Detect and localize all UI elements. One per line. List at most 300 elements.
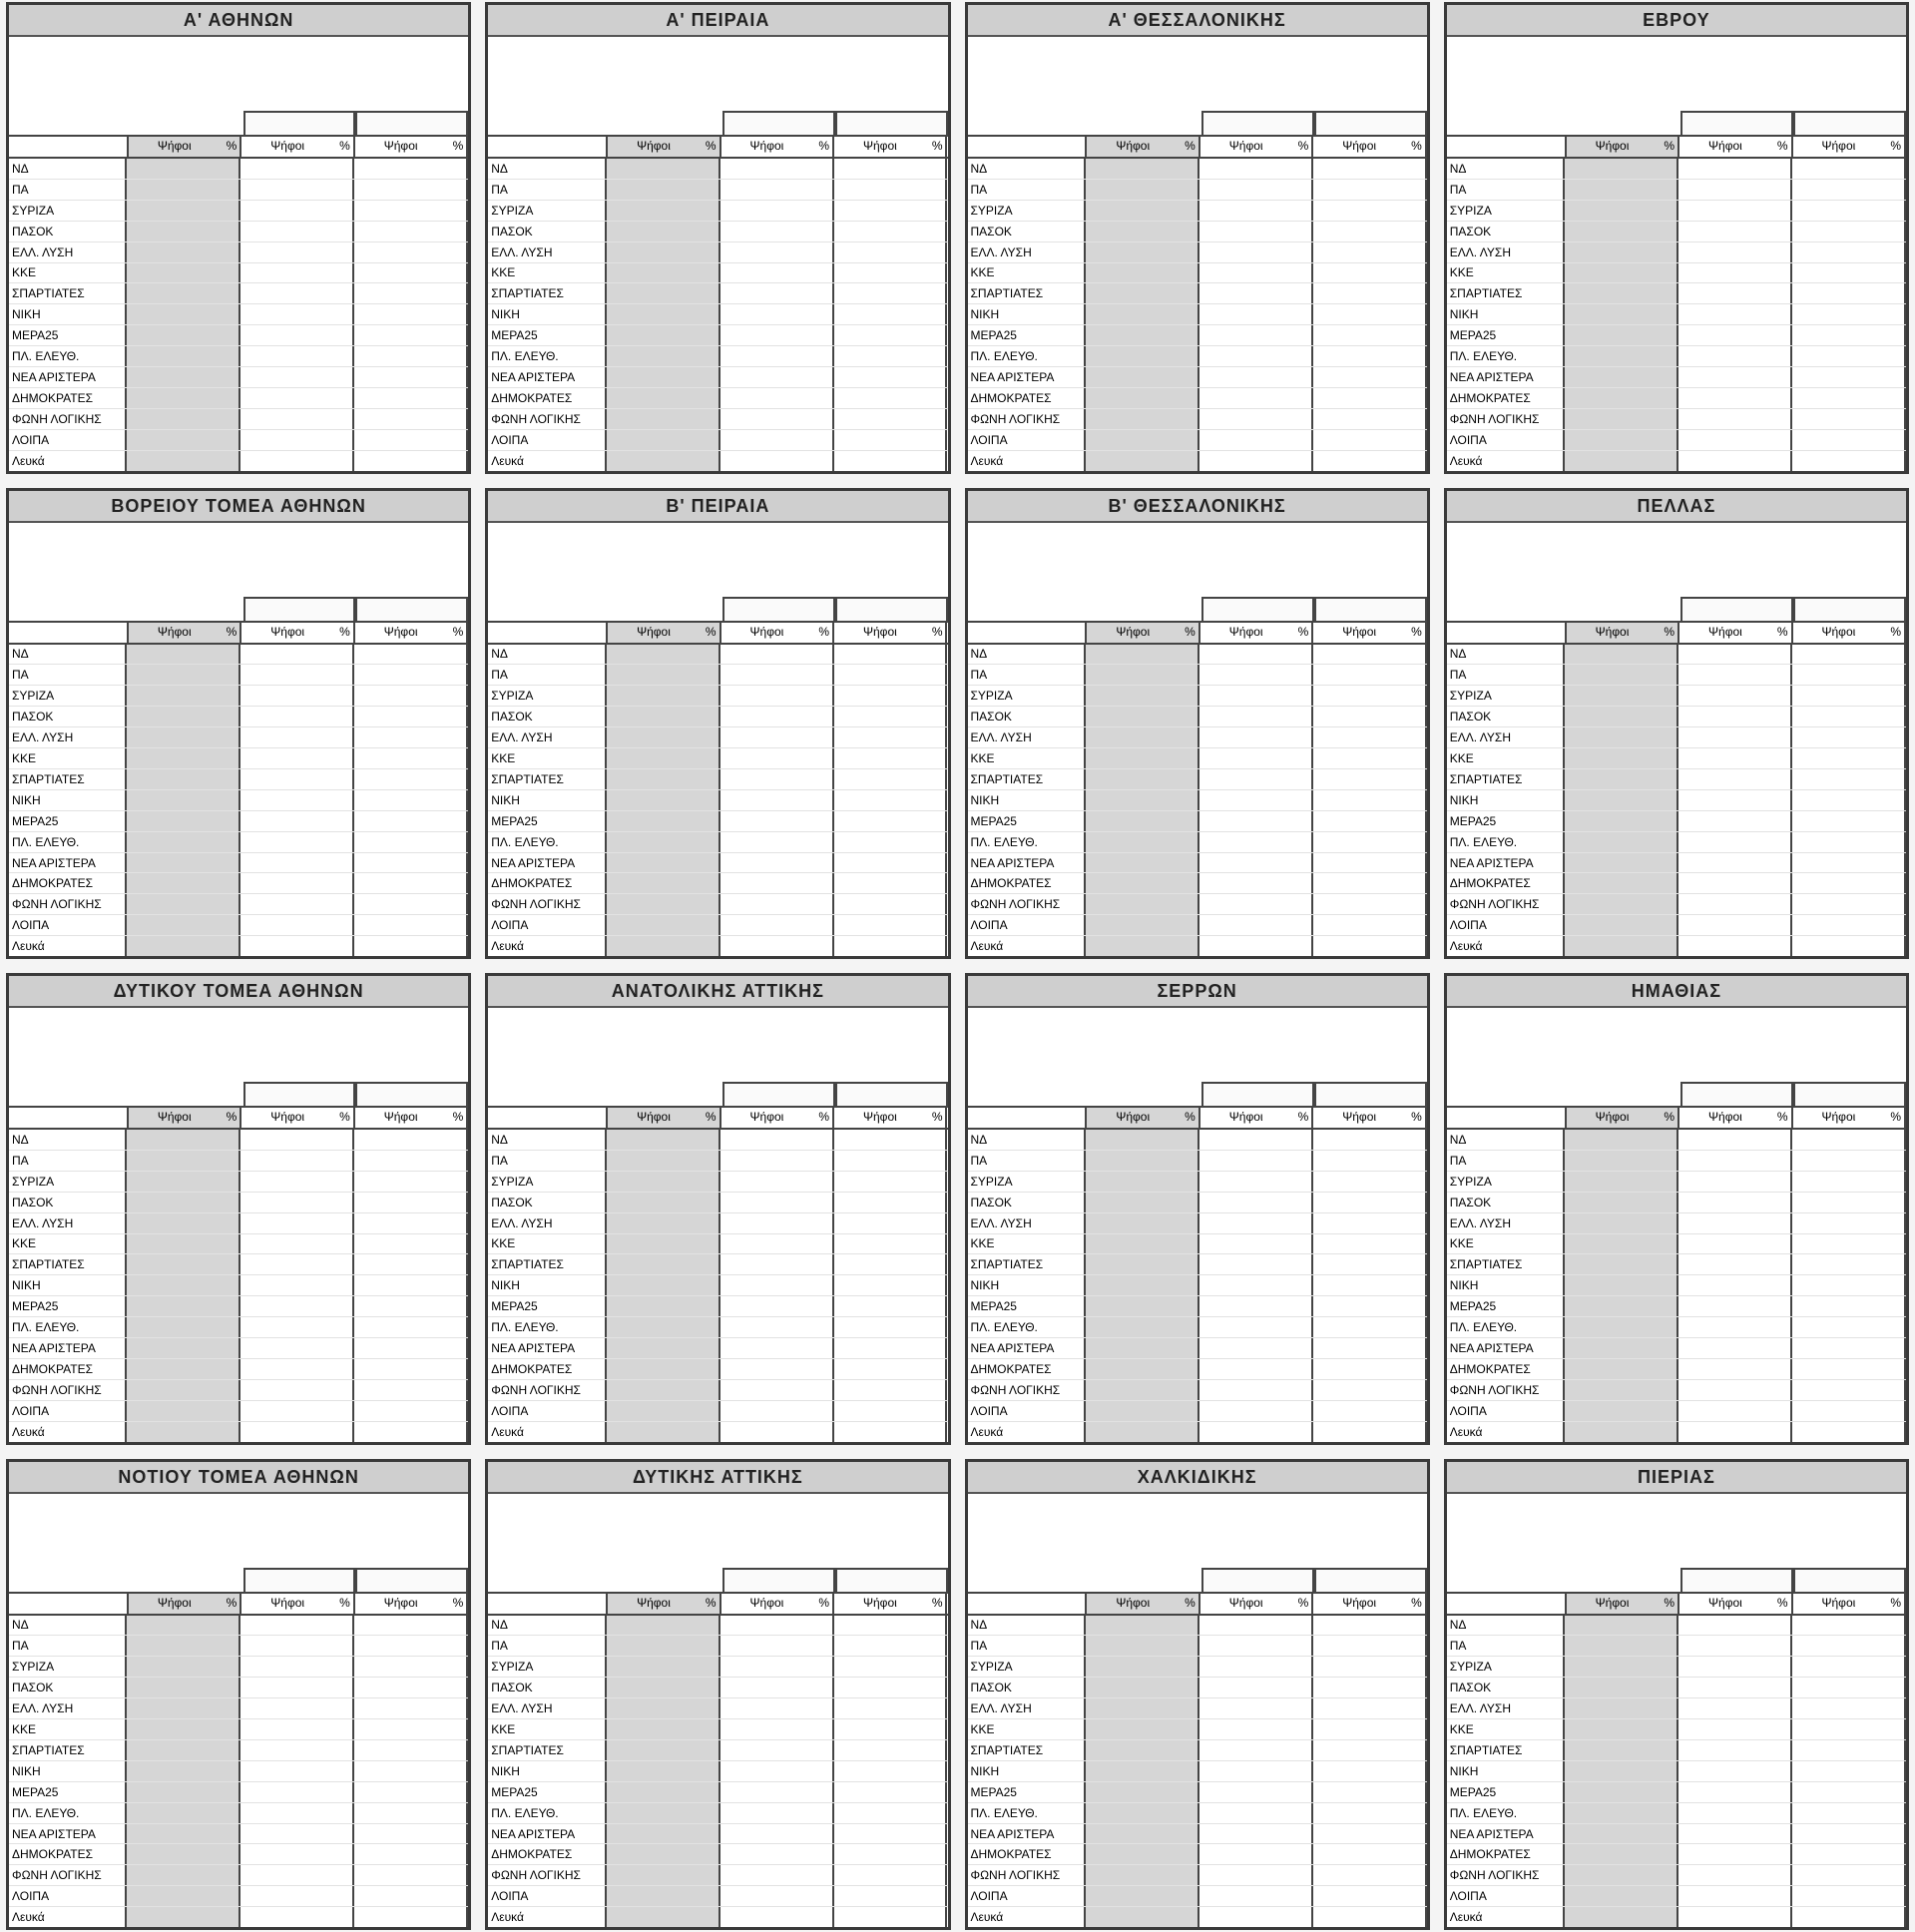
value-cell <box>240 790 306 810</box>
value-cell <box>1565 1380 1631 1400</box>
results-panel <box>485 2 950 474</box>
period-header <box>722 111 835 135</box>
value-cell <box>1313 409 1379 429</box>
results-panel <box>485 1459 950 1931</box>
value-cell <box>720 1172 786 1192</box>
value-cell <box>1744 325 1792 345</box>
column-label: Ψήφοι <box>383 1595 418 1610</box>
value-cell <box>673 1172 720 1192</box>
column-label: Ψήφοι <box>1567 623 1633 643</box>
value-cell <box>1379 1193 1427 1212</box>
value-cell <box>306 1761 354 1781</box>
value-cell <box>834 222 900 242</box>
value-cell <box>1744 727 1792 747</box>
value-cell <box>1265 1317 1313 1337</box>
party-name: ΝΔ <box>1447 1130 1565 1150</box>
party-name: ΜΕΡΑ25 <box>968 1782 1086 1802</box>
value-cell <box>786 1380 834 1400</box>
value-cell <box>354 645 420 665</box>
value-cell <box>306 853 354 873</box>
table-row <box>488 748 947 769</box>
table-row <box>488 1254 947 1275</box>
value-cell <box>673 1886 720 1906</box>
party-name: ΜΕΡΑ25 <box>9 1782 127 1802</box>
column-label: % <box>307 137 355 157</box>
table-row <box>488 1213 947 1234</box>
party-rows <box>9 159 468 471</box>
value-cell <box>240 707 306 726</box>
value-cell <box>194 1213 241 1233</box>
value-cell <box>1631 346 1678 366</box>
table-row <box>9 1254 468 1275</box>
value-cell <box>194 894 241 914</box>
value-cell <box>1678 1907 1744 1927</box>
value-cell <box>306 1234 354 1254</box>
value-cell <box>1565 1719 1631 1739</box>
table-row <box>488 707 947 727</box>
value-cell <box>900 325 948 345</box>
value-cell <box>306 1193 354 1212</box>
value-cell <box>1265 1380 1313 1400</box>
value-cell <box>306 1422 354 1442</box>
table-row <box>1447 1844 1906 1865</box>
party-name: ΜΕΡΑ25 <box>488 325 606 345</box>
value-cell <box>834 1616 900 1636</box>
value-cell <box>607 1296 673 1316</box>
value-cell <box>420 811 468 831</box>
value-cell <box>1792 451 1858 471</box>
value-cell <box>1313 1151 1379 1171</box>
party-name: ΝΕΑ ΑΡΙΣΤΕΡΑ <box>488 1824 606 1844</box>
column-label: Ψήφοι <box>1087 623 1153 643</box>
value-cell <box>607 1422 673 1442</box>
table-row <box>968 222 1427 242</box>
value-cell <box>194 1422 241 1442</box>
value-cell <box>1678 180 1744 200</box>
value-cell <box>900 1193 948 1212</box>
value-cell <box>354 325 420 345</box>
value-cell <box>194 1338 241 1358</box>
value-cell <box>834 180 900 200</box>
value-cell <box>1379 451 1427 471</box>
value-cell <box>1199 1678 1265 1697</box>
value-cell <box>420 1782 468 1802</box>
table-row <box>968 1886 1427 1907</box>
party-name: ΠΑ <box>968 1151 1086 1171</box>
value-cell <box>127 1172 193 1192</box>
table-row <box>488 180 947 201</box>
value-cell <box>900 686 948 706</box>
party-name: ΠΑΣΟΚ <box>488 707 606 726</box>
column-label <box>968 623 1088 643</box>
value-cell <box>420 430 468 450</box>
value-cell <box>1858 1422 1906 1442</box>
party-name: ΦΩΝΗ ΛΟΓΙΚΗΣ <box>9 1380 127 1400</box>
value-cell <box>673 430 720 450</box>
value-cell <box>1313 325 1379 345</box>
table-row <box>968 367 1427 388</box>
table-row <box>9 1317 468 1338</box>
party-name: ΔΗΜΟΚΡΑΤΕΣ <box>9 388 127 408</box>
value-cell <box>127 1296 193 1316</box>
value-cell <box>1792 1338 1858 1358</box>
table-row <box>1447 853 1906 874</box>
value-cell <box>1199 915 1265 935</box>
value-cell <box>720 1234 786 1254</box>
table-row <box>488 1338 947 1359</box>
value-cell <box>420 665 468 685</box>
value-cell <box>607 1213 673 1233</box>
value-cell <box>1086 873 1152 893</box>
column-label: Ψήφοι <box>1821 1595 1856 1610</box>
meta-row <box>9 1542 468 1564</box>
results-panel <box>6 1459 471 1931</box>
value-cell <box>240 159 306 179</box>
value-cell <box>240 346 306 366</box>
value-cell <box>1086 159 1152 179</box>
value-cell <box>1379 325 1427 345</box>
value-cell <box>1792 1422 1858 1442</box>
table-row <box>1447 1782 1906 1803</box>
value-cell <box>1792 790 1858 810</box>
party-name: ΝΕΑ ΑΡΙΣΤΕΡΑ <box>9 853 127 873</box>
value-cell <box>1379 1698 1427 1718</box>
value-cell <box>1313 707 1379 726</box>
value-cell <box>306 1636 354 1656</box>
party-name: ΜΕΡΑ25 <box>1447 811 1565 831</box>
value-cell <box>1199 1172 1265 1192</box>
party-name: ΝΙΚΗ <box>488 304 606 324</box>
party-name: ΣΥΡΙΖΑ <box>9 1172 127 1192</box>
table-row <box>488 430 947 451</box>
period-header <box>243 1082 356 1106</box>
party-rows <box>1447 645 1906 957</box>
value-cell <box>1086 1678 1152 1697</box>
column-label: Ψήφοι <box>608 623 674 643</box>
value-cell <box>1858 686 1906 706</box>
value-cell <box>673 1317 720 1337</box>
value-cell <box>607 1338 673 1358</box>
value-cell <box>720 367 786 387</box>
column-label: % <box>1858 137 1906 157</box>
value-cell <box>673 451 720 471</box>
value-cell <box>1379 1907 1427 1927</box>
panel-meta <box>488 523 947 621</box>
value-cell <box>1379 1130 1427 1150</box>
meta-row <box>968 1542 1427 1564</box>
party-name: ΜΕΡΑ25 <box>1447 1782 1565 1802</box>
value-cell <box>1379 769 1427 789</box>
value-cell <box>354 1719 420 1739</box>
party-name: ΠΛ. ΕΛΕΥΘ. <box>488 346 606 366</box>
table-row <box>9 1380 468 1401</box>
value-cell <box>1199 1803 1265 1823</box>
column-label: % <box>307 1594 355 1614</box>
value-cell <box>1565 1678 1631 1697</box>
table-row <box>488 853 947 874</box>
value-cell <box>127 686 193 706</box>
party-name: ΣΠΑΡΤΙΑΤΕΣ <box>968 1740 1086 1760</box>
value-cell <box>1744 894 1792 914</box>
value-cell <box>306 1317 354 1337</box>
party-name: ΛΟΙΠΑ <box>488 1886 606 1906</box>
party-name: ΝΙΚΗ <box>1447 1761 1565 1781</box>
party-rows <box>968 159 1427 471</box>
value-cell <box>1152 665 1199 685</box>
value-cell <box>1379 727 1427 747</box>
value-cell <box>720 1886 786 1906</box>
value-cell <box>354 894 420 914</box>
value-cell <box>1379 853 1427 873</box>
value-cell <box>1265 1865 1313 1885</box>
column-label: % <box>1266 137 1314 157</box>
table-row <box>488 1172 947 1193</box>
value-cell <box>1744 242 1792 262</box>
column-label: % <box>307 1108 355 1128</box>
value-cell <box>673 769 720 789</box>
value-cell <box>127 1254 193 1274</box>
value-cell <box>354 1254 420 1274</box>
party-name: ΛΟΙΠΑ <box>9 430 127 450</box>
value-cell <box>240 1803 306 1823</box>
value-cell <box>673 1698 720 1718</box>
table-row <box>1447 1616 1906 1637</box>
value-cell <box>1086 388 1152 408</box>
value-cell <box>834 346 900 366</box>
value-cell <box>1379 1380 1427 1400</box>
value-cell <box>194 1844 241 1864</box>
value-cell <box>1678 159 1744 179</box>
value-cell <box>127 1865 193 1885</box>
party-name: ΝΔ <box>1447 159 1565 179</box>
value-cell <box>1631 1130 1678 1150</box>
value-cell <box>240 873 306 893</box>
value-cell <box>1565 1886 1631 1906</box>
value-cell <box>720 1380 786 1400</box>
table-row <box>968 727 1427 748</box>
value-cell <box>1265 1657 1313 1677</box>
value-cell <box>607 1401 673 1421</box>
value-cell <box>1792 936 1858 956</box>
party-name: ΣΥΡΙΖΑ <box>1447 1657 1565 1677</box>
table-row <box>968 1782 1427 1803</box>
value-cell <box>900 180 948 200</box>
value-cell <box>834 1401 900 1421</box>
value-cell <box>1199 159 1265 179</box>
value-cell <box>1379 1678 1427 1697</box>
value-cell <box>420 1844 468 1864</box>
table-row <box>1447 304 1906 325</box>
value-cell <box>786 1275 834 1295</box>
value-cell <box>1086 811 1152 831</box>
value-cell <box>1152 201 1199 221</box>
table-row <box>9 894 468 915</box>
table-row <box>968 1844 1427 1865</box>
party-name: ΠΑΣΟΚ <box>1447 1193 1565 1212</box>
value-cell <box>1379 242 1427 262</box>
value-cell <box>607 1678 673 1697</box>
party-name: ΜΕΡΑ25 <box>1447 1296 1565 1316</box>
period-headers <box>243 1568 469 1592</box>
value-cell <box>420 159 468 179</box>
table-row <box>968 1616 1427 1637</box>
value-cell <box>354 832 420 852</box>
value-cell <box>673 936 720 956</box>
table-row <box>1447 686 1906 707</box>
column-label: % <box>1745 1594 1793 1614</box>
party-name: ΝΔ <box>968 159 1086 179</box>
party-name: ΚΚΕ <box>488 748 606 768</box>
panel-meta <box>1447 1008 1906 1106</box>
value-cell <box>1265 790 1313 810</box>
table-row <box>968 873 1427 894</box>
value-cell <box>720 1317 786 1337</box>
value-cell <box>834 1338 900 1358</box>
party-name: Λευκά <box>9 1907 127 1927</box>
value-cell <box>720 748 786 768</box>
party-rows <box>488 159 947 471</box>
value-cell <box>306 430 354 450</box>
value-cell <box>786 645 834 665</box>
value-cell <box>607 1275 673 1295</box>
party-name: ΦΩΝΗ ΛΟΓΙΚΗΣ <box>488 1865 606 1885</box>
value-cell <box>1379 1657 1427 1677</box>
table-row <box>968 159 1427 180</box>
value-cell <box>1199 1719 1265 1739</box>
value-cell <box>1678 915 1744 935</box>
value-cell <box>834 1761 900 1781</box>
value-cell <box>1379 811 1427 831</box>
value-cell <box>1631 1254 1678 1274</box>
value-cell <box>834 1172 900 1192</box>
value-cell <box>1631 1317 1678 1337</box>
value-cell <box>900 748 948 768</box>
value-cell <box>673 1616 720 1636</box>
column-label <box>488 1108 608 1128</box>
value-cell <box>1744 159 1792 179</box>
value-cell <box>673 915 720 935</box>
value-cell <box>1313 388 1379 408</box>
party-name: ΜΕΡΑ25 <box>968 325 1086 345</box>
value-cell <box>673 1193 720 1212</box>
value-cell <box>127 451 193 471</box>
party-name: ΚΚΕ <box>9 263 127 283</box>
value-cell <box>607 1359 673 1379</box>
value-cell <box>127 769 193 789</box>
period-headers <box>243 111 469 135</box>
value-cell <box>720 304 786 324</box>
party-rows <box>9 645 468 957</box>
value-cell <box>306 1907 354 1927</box>
value-cell <box>306 1130 354 1150</box>
value-cell <box>834 686 900 706</box>
value-cell <box>720 1657 786 1677</box>
value-cell <box>720 159 786 179</box>
party-name: ΜΕΡΑ25 <box>488 1782 606 1802</box>
value-cell <box>1792 304 1858 324</box>
panel-meta <box>9 1008 468 1106</box>
value-cell <box>1152 1719 1199 1739</box>
value-cell <box>1858 748 1906 768</box>
value-cell <box>1744 1338 1792 1358</box>
table-row <box>1447 1824 1906 1845</box>
table-row <box>1447 1636 1906 1657</box>
value-cell <box>673 304 720 324</box>
column-label: Ψήφοι <box>608 1108 674 1128</box>
column-label: Ψήφοι <box>129 1108 195 1128</box>
meta-row <box>1447 41 1906 63</box>
meta-row <box>488 41 947 63</box>
party-name: ΝΙΚΗ <box>1447 1275 1565 1295</box>
value-cell <box>1152 853 1199 873</box>
value-cell <box>1792 159 1858 179</box>
value-cell <box>834 1234 900 1254</box>
meta-row <box>9 1034 468 1056</box>
value-cell <box>1152 832 1199 852</box>
value-cell <box>1565 811 1631 831</box>
period-header <box>1314 111 1427 135</box>
value-cell <box>1744 1275 1792 1295</box>
value-cell <box>1631 1657 1678 1677</box>
value-cell <box>786 1401 834 1421</box>
value-cell <box>127 1151 193 1171</box>
value-cell <box>1744 409 1792 429</box>
party-name: Λευκά <box>1447 1422 1565 1442</box>
value-cell <box>354 263 420 283</box>
value-cell <box>1265 1678 1313 1697</box>
meta-row <box>9 41 468 63</box>
value-cell <box>127 873 193 893</box>
value-cell <box>1792 325 1858 345</box>
value-cell <box>607 769 673 789</box>
value-cell <box>306 304 354 324</box>
value-cell <box>1379 263 1427 283</box>
column-label: Ψήφοι <box>270 139 305 153</box>
value-cell <box>900 727 948 747</box>
value-cell <box>1792 1740 1858 1760</box>
value-cell <box>1152 346 1199 366</box>
value-cell <box>673 686 720 706</box>
value-cell <box>194 346 241 366</box>
period-headers <box>722 111 948 135</box>
column-header <box>9 621 468 645</box>
column-label <box>9 623 129 643</box>
value-cell <box>1858 1254 1906 1274</box>
value-cell <box>1631 1761 1678 1781</box>
table-row <box>9 1803 468 1824</box>
value-cell <box>1379 201 1427 221</box>
period-header <box>1793 597 1906 621</box>
value-cell <box>1313 1296 1379 1316</box>
meta-row <box>968 1520 1427 1542</box>
party-name: ΠΑΣΟΚ <box>488 1193 606 1212</box>
column-label: % <box>195 137 242 157</box>
table-row <box>968 1275 1427 1296</box>
table-row <box>488 1678 947 1698</box>
party-name: ΣΠΑΡΤΙΑΤΕΣ <box>968 769 1086 789</box>
table-row <box>968 1254 1427 1275</box>
table-row <box>1447 367 1906 388</box>
value-cell <box>1858 1401 1906 1421</box>
value-cell <box>354 1234 420 1254</box>
value-cell <box>1199 1636 1265 1656</box>
table-row <box>1447 1761 1906 1782</box>
meta-row <box>9 1520 468 1542</box>
value-cell <box>1152 1865 1199 1885</box>
value-cell <box>1379 1234 1427 1254</box>
party-name: ΠΑ <box>1447 1151 1565 1171</box>
party-name: ΝΕΑ ΑΡΙΣΤΕΡΑ <box>9 1338 127 1358</box>
